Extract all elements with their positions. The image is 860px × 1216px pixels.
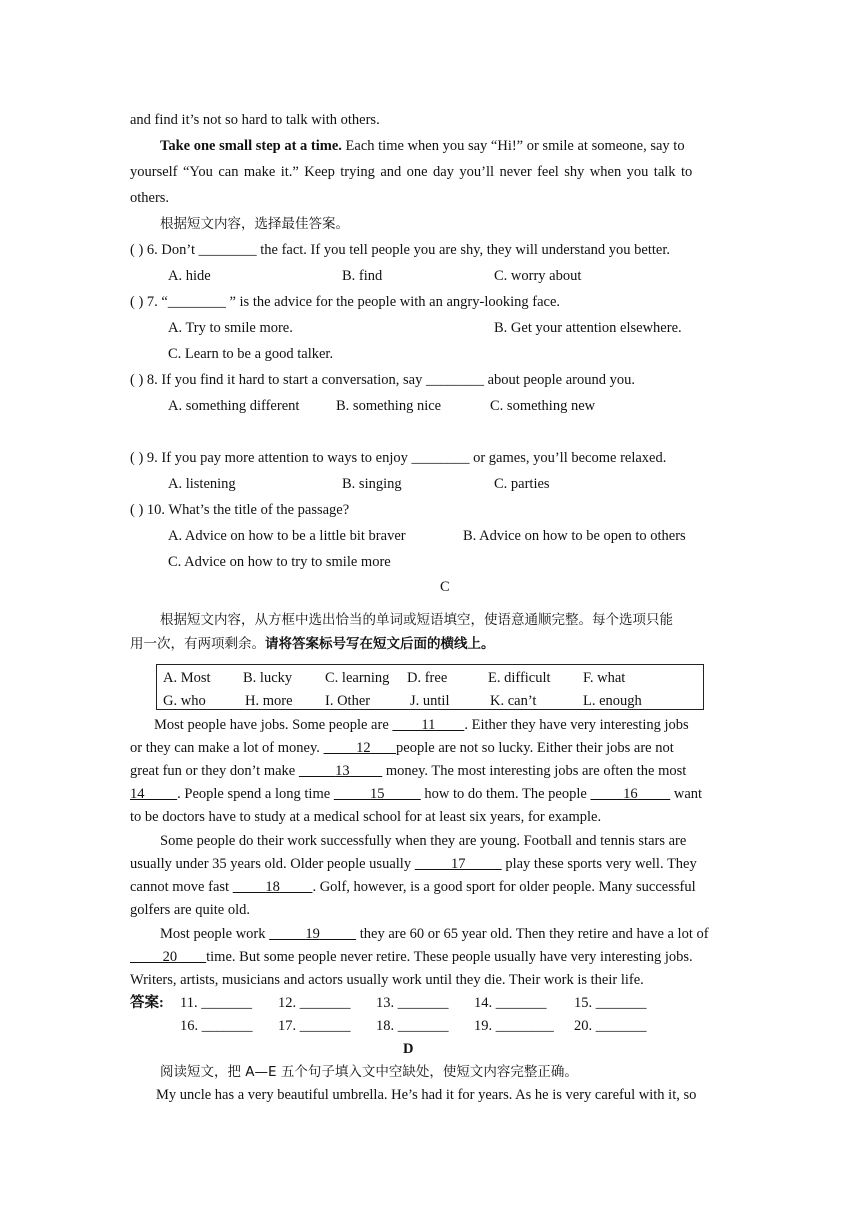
blank-18 [233, 879, 313, 895]
option-b: B. Get your attention elsewhere. [494, 320, 682, 336]
answer-slot[interactable]: 16. _______ [180, 1018, 253, 1034]
word-option: K. can’t [490, 693, 537, 709]
word-option: B. lucky [243, 670, 293, 686]
passage-line [130, 948, 693, 966]
blank-number: 13 [335, 763, 350, 779]
option-c: C. worry about [494, 268, 582, 284]
blank-number: 14 [130, 786, 145, 802]
passage-line: and find it’s not so hard to talk with others. [130, 112, 380, 128]
blank-11 [392, 717, 464, 733]
blank-number: 19 [305, 926, 320, 942]
blank-13 [299, 763, 382, 779]
blank-14 [130, 786, 177, 802]
passage-text: they are 60 or 65 year old. Then they retire and have a lot of [356, 926, 709, 942]
instruction-bold: 请将答案标号写在短文后面的横线上。 [265, 636, 495, 652]
word-option: A. Most [163, 670, 211, 686]
instruction-d: 阅读短文，把 A—E 五个句子填入文中空缺处，使短文内容完整正确。 [160, 1064, 578, 1080]
blank-number: 16 [623, 786, 638, 802]
answer-slot[interactable]: 13. _______ [376, 995, 449, 1011]
section-heading: D [403, 1041, 414, 1057]
passage-line: My uncle has a very beautiful umbrella. He’s had it for years. As he is very careful with it, so [156, 1087, 697, 1103]
answer-slot[interactable]: 20. _______ [574, 1018, 647, 1034]
answer-slot[interactable]: 18. _______ [376, 1018, 449, 1034]
option-b: B. find [342, 268, 383, 284]
word-option: G. who [163, 693, 206, 709]
passage-line [160, 137, 685, 155]
instruction-plain: 用一次，有两项剩余。 [130, 636, 265, 652]
passage-text: Most people have jobs. Some people are [154, 717, 393, 733]
option-c: C. something new [490, 398, 596, 414]
blank-12 [324, 740, 397, 756]
option-b: B. Advice on how to be open to others [463, 528, 686, 544]
passage-line [130, 855, 697, 873]
answer-slot[interactable]: 12. _______ [278, 995, 351, 1011]
word-option: C. learning [325, 670, 390, 686]
blank-17 [415, 856, 502, 872]
passage-text: how to do them. The people [420, 786, 591, 802]
option-a: A. Advice on how to be a little bit braver [168, 528, 406, 544]
question-stem: ( ) 10. What’s the title of the passage? [130, 502, 350, 518]
passage-line [160, 925, 709, 943]
passage-text: . Either they have very interesting jobs [464, 717, 689, 733]
passage-text: time. But some people never retire. These people usually have very interesting jobs. [206, 949, 693, 965]
blank-15 [334, 786, 421, 802]
word-option: F. what [583, 670, 626, 686]
passage-text: or they can make a lot of money. [130, 740, 324, 756]
blank-number: 11 [421, 717, 436, 733]
option-c: C. Advice on how to try to smile more [168, 554, 391, 570]
passage-line [130, 785, 702, 803]
option-a: A. listening [168, 476, 236, 492]
passage-text: people are not so lucky. Either their jobs are not [396, 740, 674, 756]
blank-16 [590, 786, 670, 802]
blank-number: 12 [356, 740, 371, 756]
passage-line [154, 716, 689, 734]
word-option: H. more [245, 693, 293, 709]
option-c: C. parties [494, 476, 550, 492]
question-stem: ( ) 9. If you pay more attention to ways to enjoy ________ or games, you’ll become relaxed. [130, 450, 667, 466]
answer-slot[interactable]: 14. _______ [474, 995, 547, 1011]
answer-slot[interactable]: 15. _______ [574, 995, 647, 1011]
option-c: C. Learn to be a good talker. [168, 346, 334, 362]
passage-line: others. [130, 190, 170, 206]
passage-text: . People spend a long time [177, 786, 334, 802]
question-stem: ( ) 6. Don’t ________ the fact. If you tell people you are shy, they will understand you better. [130, 242, 670, 258]
answer-label: 答案: [130, 995, 164, 1011]
passage-line: golfers are quite old. [130, 902, 250, 918]
instruction-c: 根据短文内容，从方框中选出恰当的单词或短语填空，使语意通顺完整。每个选项只能 [160, 612, 673, 628]
blank-number: 15 [370, 786, 385, 802]
passage-line: Some people do their work successfully when they are young. Football and tennis stars are [160, 833, 687, 849]
blank-20 [130, 949, 206, 965]
passage-line: yourself “You can make it.” Keep trying and one day you’ll never feel shy when you talk to [130, 164, 693, 180]
word-option: J. until [410, 693, 450, 709]
answer-slot[interactable]: 19. ________ [474, 1018, 554, 1034]
option-b: B. something nice [336, 398, 442, 414]
passage-text: Each time when you say “Hi!” or smile at someone, say to [341, 138, 685, 154]
bold-tip: Take one small step at a time. [160, 138, 342, 154]
blank-number: 17 [450, 856, 466, 872]
passage-line [130, 762, 686, 780]
passage-text: want [670, 786, 703, 802]
word-option: L. enough [583, 693, 642, 709]
question-stem: ( ) 8. If you find it hard to start a conversation, say ________ about people around you. [130, 372, 635, 388]
option-b: B. singing [342, 476, 402, 492]
word-option: I. Other [325, 693, 371, 709]
passage-line [130, 878, 696, 896]
instruction-b: 根据短文内容，选择最佳答案。 [160, 216, 349, 232]
option-a: A. hide [168, 268, 211, 284]
passage-text: play these sports very well. They [501, 856, 697, 872]
instruction-c [130, 635, 495, 653]
blank-number: 20 [162, 949, 178, 965]
answer-slot[interactable]: 17. _______ [278, 1018, 351, 1034]
passage-line: to be doctors have to study at a medical school for at least six years, for example. [130, 809, 602, 825]
option-a: A. something different [168, 398, 300, 414]
passage-text: Most people work [160, 926, 270, 942]
answer-slot[interactable]: 11. _______ [180, 995, 252, 1011]
word-option: D. free [407, 670, 448, 686]
passage-text: money. The most interesting jobs are often the most [382, 763, 687, 779]
passage-text: . Golf, however, is a good sport for older people. Many successful [312, 879, 696, 895]
passage-text: great fun or they don’t make [130, 763, 299, 779]
blank-19 [269, 926, 356, 942]
question-stem: ( ) 7. “________ ” is the advice for the people with an angry-looking face. [130, 294, 561, 310]
section-heading: C [440, 579, 450, 595]
passage-text: cannot move fast [130, 879, 233, 895]
option-a: A. Try to smile more. [168, 320, 293, 336]
passage-line [130, 739, 674, 757]
word-option: E. difficult [488, 670, 551, 686]
passage-line: Writers, artists, musicians and actors usually work until they die. Their work is their life. [130, 972, 644, 988]
passage-text: usually under 35 years old. Older people usually [130, 856, 415, 872]
blank-number: 18 [265, 879, 280, 895]
